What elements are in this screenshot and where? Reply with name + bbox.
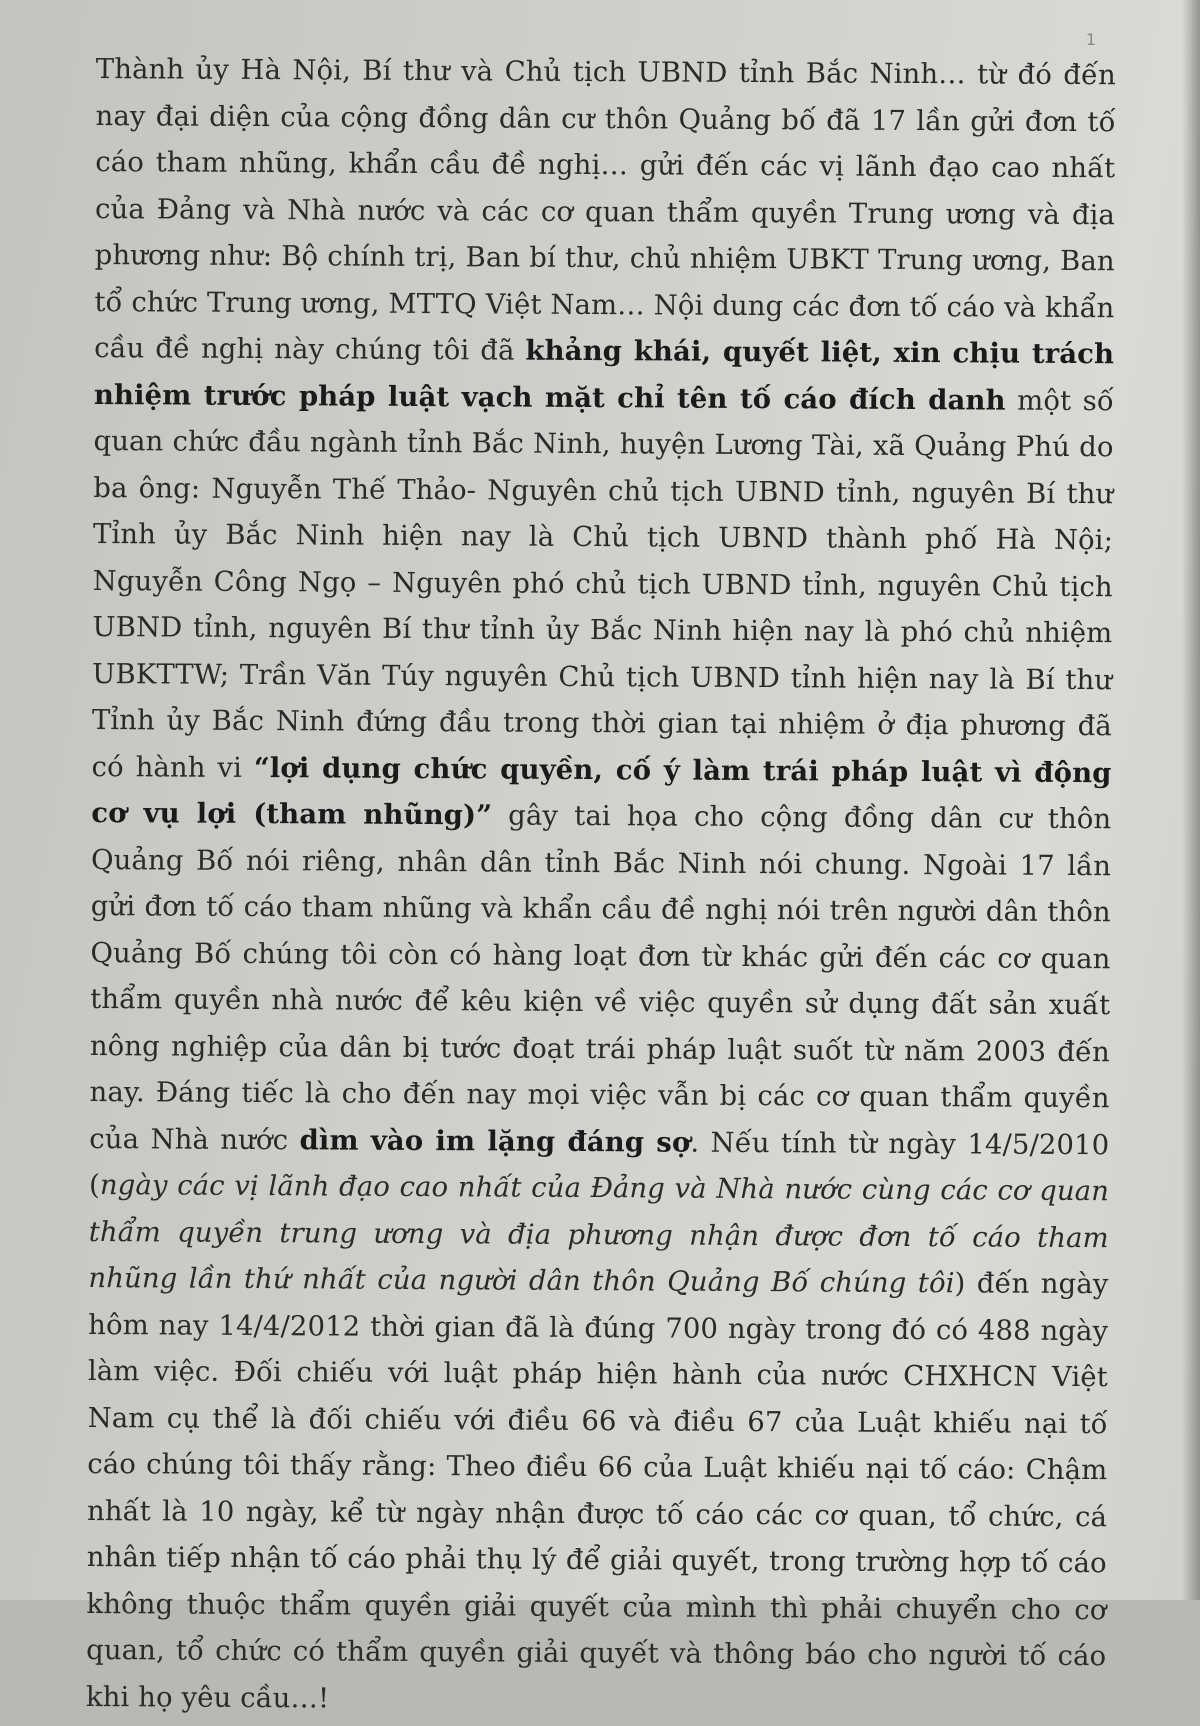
bold-run-2: “lợi dụng chức quyền, cố ý làm trái pháp luật vì động cơ vụ lợi (tham nhũng)”: [91, 751, 1112, 832]
page-edge-shadow: [1182, 0, 1200, 1600]
document-body: [86, 46, 1116, 1726]
bold-run-1: khảng khái, quyết liệt, xin chịu trách nhiệm trước pháp luật vạch mặt chỉ tên tố cáo đích danh: [93, 334, 1115, 417]
bold-run-3: dìm vào im lặng đáng sợ: [299, 1123, 691, 1159]
page-corner-mark: 1: [1085, 30, 1096, 49]
text-run-1: Thành ủy Hà Nội, Bí thư và Chủ tịch UBND tỉnh Bắc Ninh… từ đó đến nay đại diện của cộng đồng dân cư thôn Quảng bố đã 17 lần gửi đơn tố cáo tham nhũng, khẩn cầu đề nghị… gửi đến các vị lãnh đạo cao nhất của Đảng và Nhà nước và các cơ quan thẩm quyền Trung ương và địa phương như: Bộ chính trị, Ban bí thư, chủ nhiệm UBKT Trung ương, Ban tổ chức Trung ương, MTTQ Việt Nam… Nội dung các đơn tố cáo và khẩn cầu đề nghị này chúng tôi đã: [94, 52, 1116, 367]
text-run-2: một số quan chức đầu ngành tỉnh Bắc Ninh, huyện Lương Tài, xã Quảng Phú do ba ông: Nguyễn Thế Thảo- Nguyên chủ tịch UBND tỉnh, nguyên Bí thư Tỉnh ủy Bắc Ninh hiện nay là Chủ tịch UBND thành phố Hà Nội; Nguyễn Công Ngọ – Nguyên phó chủ tịch UBND tỉnh, nguyên Chủ tịch UBND tỉnh, nguyên Bí thư tỉnh ủy Bắc Ninh hiện nay là phó chủ nhiệm UBKTTW; Trần Văn Túy nguyên Chủ tịch UBND tỉnh hiện nay là Bí thư Tỉnh ủy Bắc Ninh đứng đầu trong thời gian tại nhiệm ở địa phương đã có hành vi: [91, 384, 1114, 784]
text-run-5: ) đến ngày hôm nay 14/4/2012 thời gian đã là đúng 700 ngày trong đó có 488 ngày làm việc. Đối chiếu với luật pháp hiện hành của nước CHXHCN Việt Nam cụ thể là đối chiếu với điều 66 và điều 67 của Luật khiếu nại tố cáo chúng tôi thấy rằng: Theo điều 66 của Luật khiếu nại tố cáo: Chậm nhất là 10 ngày, kể từ ngày nhận được tố cáo các cơ quan, tổ chức, cá nhân tiếp nhận tố cáo phải thụ lý để giải quyết, trong trường hợp tố cáo không thuộc thẩm quyền giải quyết của mình thì phải chuyển cho cơ quan, tổ chức có thẩm quyền giải quyết và thông báo cho người tố cáo khi họ yêu cầu…!: [85, 1267, 1109, 1714]
body-paragraph: [86, 46, 1116, 1726]
text-run-4: . Nếu tính từ ngày 14/5/2010 (: [88, 1126, 1110, 1202]
text-run-3: gây tai họa cho cộng đồng dân cư thôn Quảng Bố nói riêng, nhân dân tỉnh Bắc Ninh nói chung. Ngoài 17 lần gửi đơn tố cáo tham nhũng và khẩn cầu đề nghị nói trên người dân thôn Quảng Bố chúng tôi còn có hàng loạt đơn từ khác gửi đến các cơ quan thẩm quyền nhà nước để kêu kiện về việc quyền sử dụng đất sản xuất nông nghiệp của dân bị tước đoạt trái pháp luật suốt từ năm 2003 đến nay. Đáng tiếc là cho đến nay mọi việc vẫn bị các cơ quan thẩm quyền của Nhà nước: [89, 799, 1112, 1156]
italic-run-1: ngày các vị lãnh đạo cao nhất của Đảng và Nhà nước cùng các cơ quan thẩm quyền trung ương và địa phương nhận được đơn tố cáo tham nhũng lần thứ nhất của người dân thôn Quảng Bố chúng tôi: [88, 1169, 1110, 1300]
